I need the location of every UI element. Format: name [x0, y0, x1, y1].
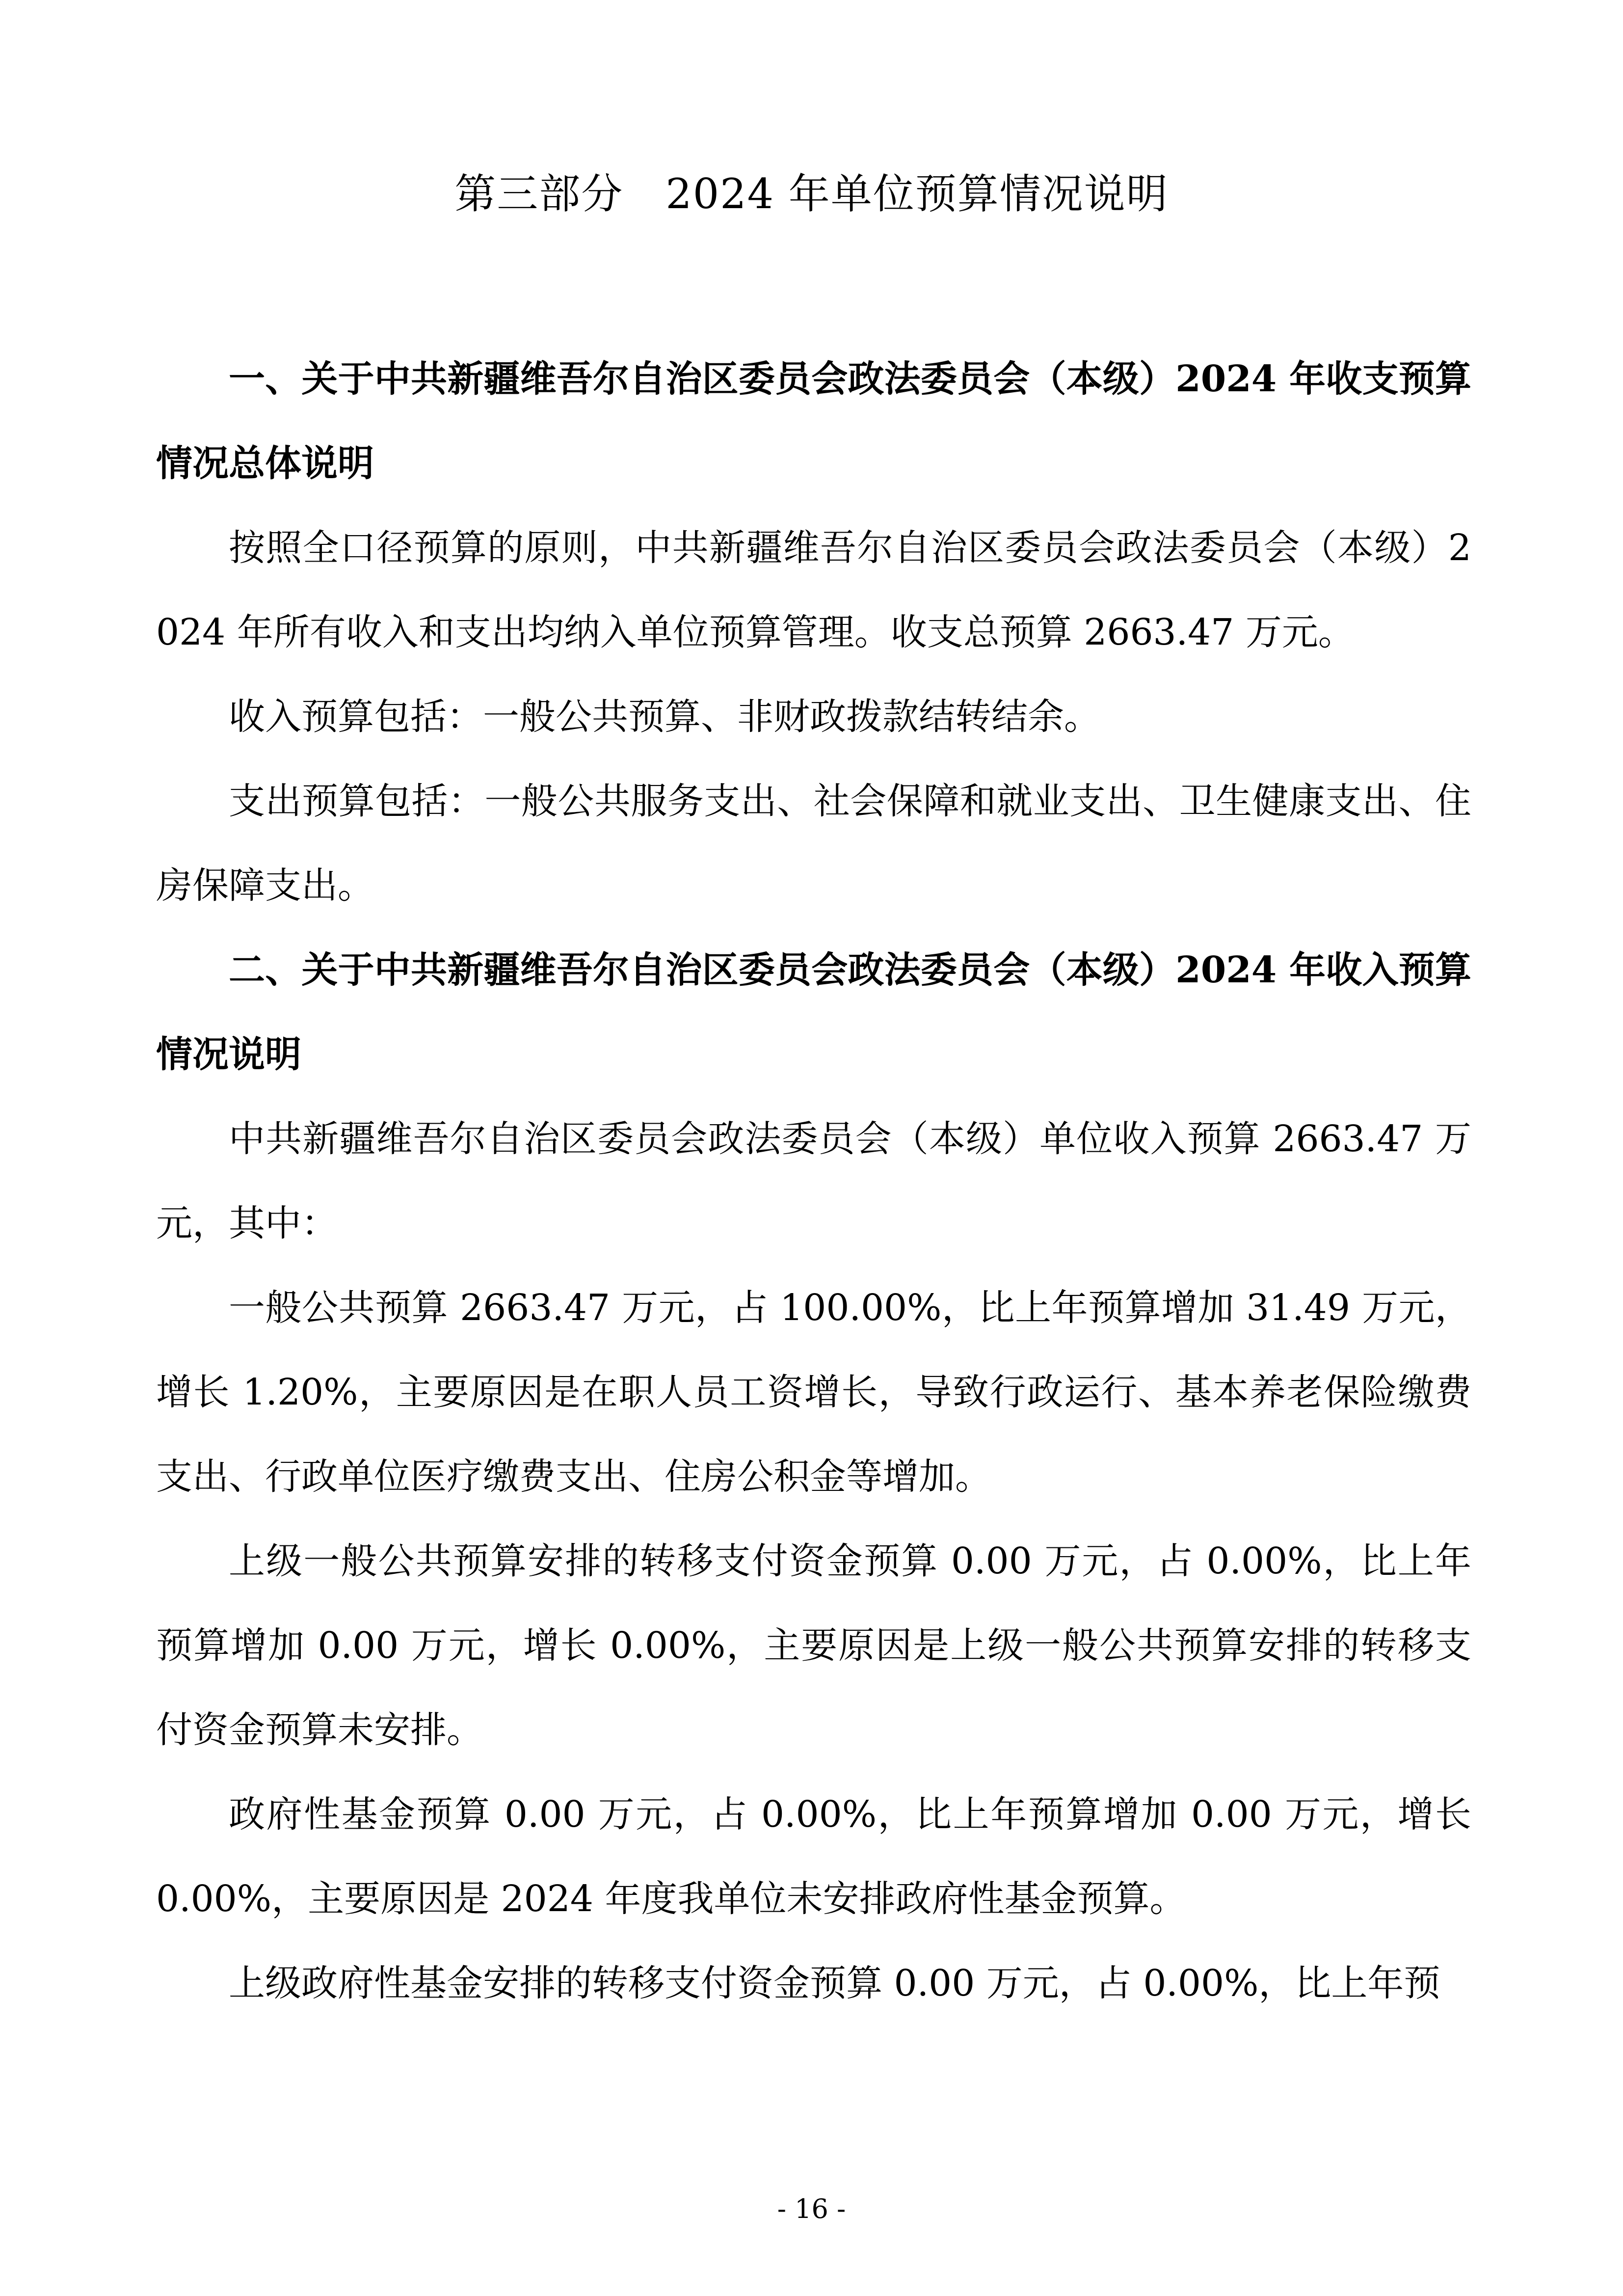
paragraph-income-scope: 收入预算包括：一般公共预算、非财政拨款结转结余。 [229, 696, 1100, 738]
page-number: - 16 - [777, 2193, 846, 2224]
paragraph-upper-transfer: 上级一般公共预算安排的转移支付资金预算 0.00 万元，占 0.00%，比上年预算增加 0.00 万元，增长 0.00%，主要原因是上级一般公共预算安排的转移支付资金预算未安排。 [156, 1540, 1471, 1751]
paragraph-overview: 按照全口径预算的原则，中共新疆维吾尔自治区委员会政法委员会（本级）2024 年所有收入和支出均纳入单位预算管理。收支总预算 2663.47 万元。 [156, 527, 1471, 653]
paragraph-general-budget: 一般公共预算 2663.47 万元，占 100.00%，比上年预算增加 31.49 万元，增长 1.20%，主要原因是在职人员工资增长，导致行政运行、基本养老保险缴费支出、行政单位医疗缴费支出、住房公积金等增加。 [156, 1287, 1471, 1498]
paragraph-upper-fund-transfer: 上级政府性基金安排的转移支付资金预算 0.00 万元，占 0.00%，比上年预 [229, 1962, 1440, 2004]
section-heading-1: 一、关于中共新疆维吾尔自治区委员会政法委员会（本级）2024 年收支预算情况总体说明 [156, 358, 1471, 485]
paragraph-government-fund: 政府性基金预算 0.00 万元，占 0.00%，比上年预算增加 0.00 万元，增长 0.00%，主要原因是 2024 年度我单位未安排政府性基金预算。 [156, 1793, 1471, 1920]
paragraph-expense-scope: 支出预算包括：一般公共服务支出、社会保障和就业支出、卫生健康支出、住房保障支出。 [156, 780, 1471, 907]
paragraph-income-total: 中共新疆维吾尔自治区委员会政法委员会（本级）单位收入预算 2663.47 万元，其中： [156, 1118, 1471, 1244]
section-heading-2: 二、关于中共新疆维吾尔自治区委员会政法委员会（本级）2024 年收入预算情况说明 [156, 949, 1471, 1076]
document-body [156, 337, 1471, 2026]
page-title: 第三部分 2024 年单位预算情况说明 [454, 170, 1169, 218]
